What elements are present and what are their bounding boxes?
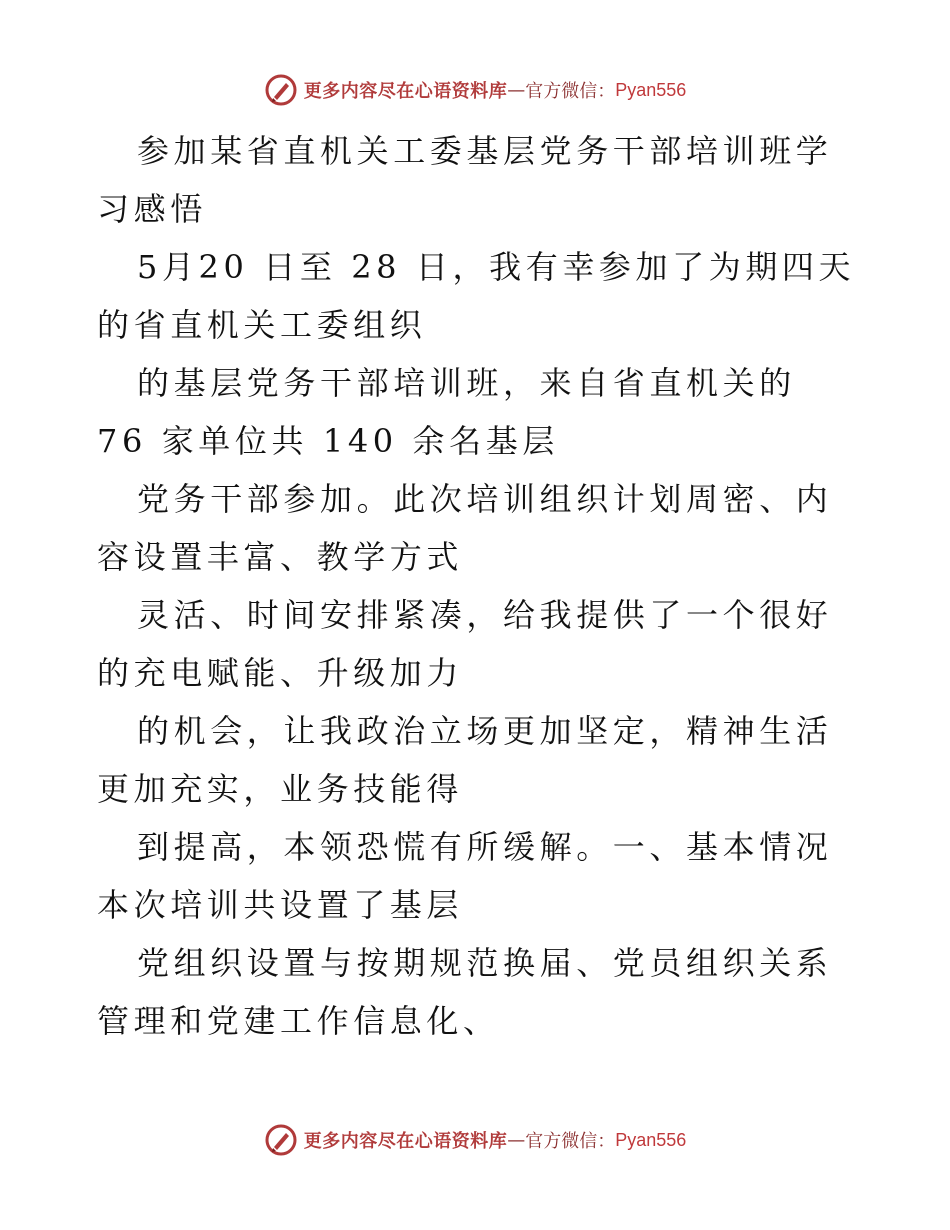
footer-watermark [0,1120,950,1160]
watermark-brand: 更多内容尽在心语资料库 [303,81,508,102]
header-watermark [0,70,950,110]
paragraph: 党务干部参加。此次培训组织计划周密、内容设置丰富、教学方式 [97,480,833,576]
watermark-wechat-id: Pyan556 [615,1129,687,1150]
pen-logo-icon [264,1123,298,1157]
paragraph: 到提高，本领恐慌有所缓解。一、基本情况本次培训共设置了基层 [97,828,833,924]
paragraph: 5月20 日至 28 日，我有幸参加了为期四天的省直机关工委组织 [97,248,856,344]
paragraph: 的机会，让我政治立场更加坚定，精神生活更加充实，业务技能得 [97,712,833,808]
watermark-wechat-id: Pyan556 [615,79,687,100]
paragraph: 的基层党务干部培训班，来自省直机关的 76 家单位共 140 余名基层 [97,364,796,460]
watermark-wechat-label: 官方微信： [525,1131,616,1152]
pen-logo-icon [264,73,298,107]
paragraph: 灵活、时间安排紧凑，给我提供了一个很好的充电赋能、升级加力 [97,596,833,692]
watermark-dash: — [507,79,526,101]
paragraph: 党组织设置与按期规范换届、党员组织关系管理和党建工作信息化、 [97,944,833,1040]
document-body [97,122,857,1050]
watermark-wechat-label: 官方微信： [525,81,616,102]
document-title: 参加某省直机关工委基层党务干部培训班学习感悟 [97,132,833,228]
watermark-dash: — [507,1129,526,1151]
watermark-brand: 更多内容尽在心语资料库 [303,1131,508,1152]
